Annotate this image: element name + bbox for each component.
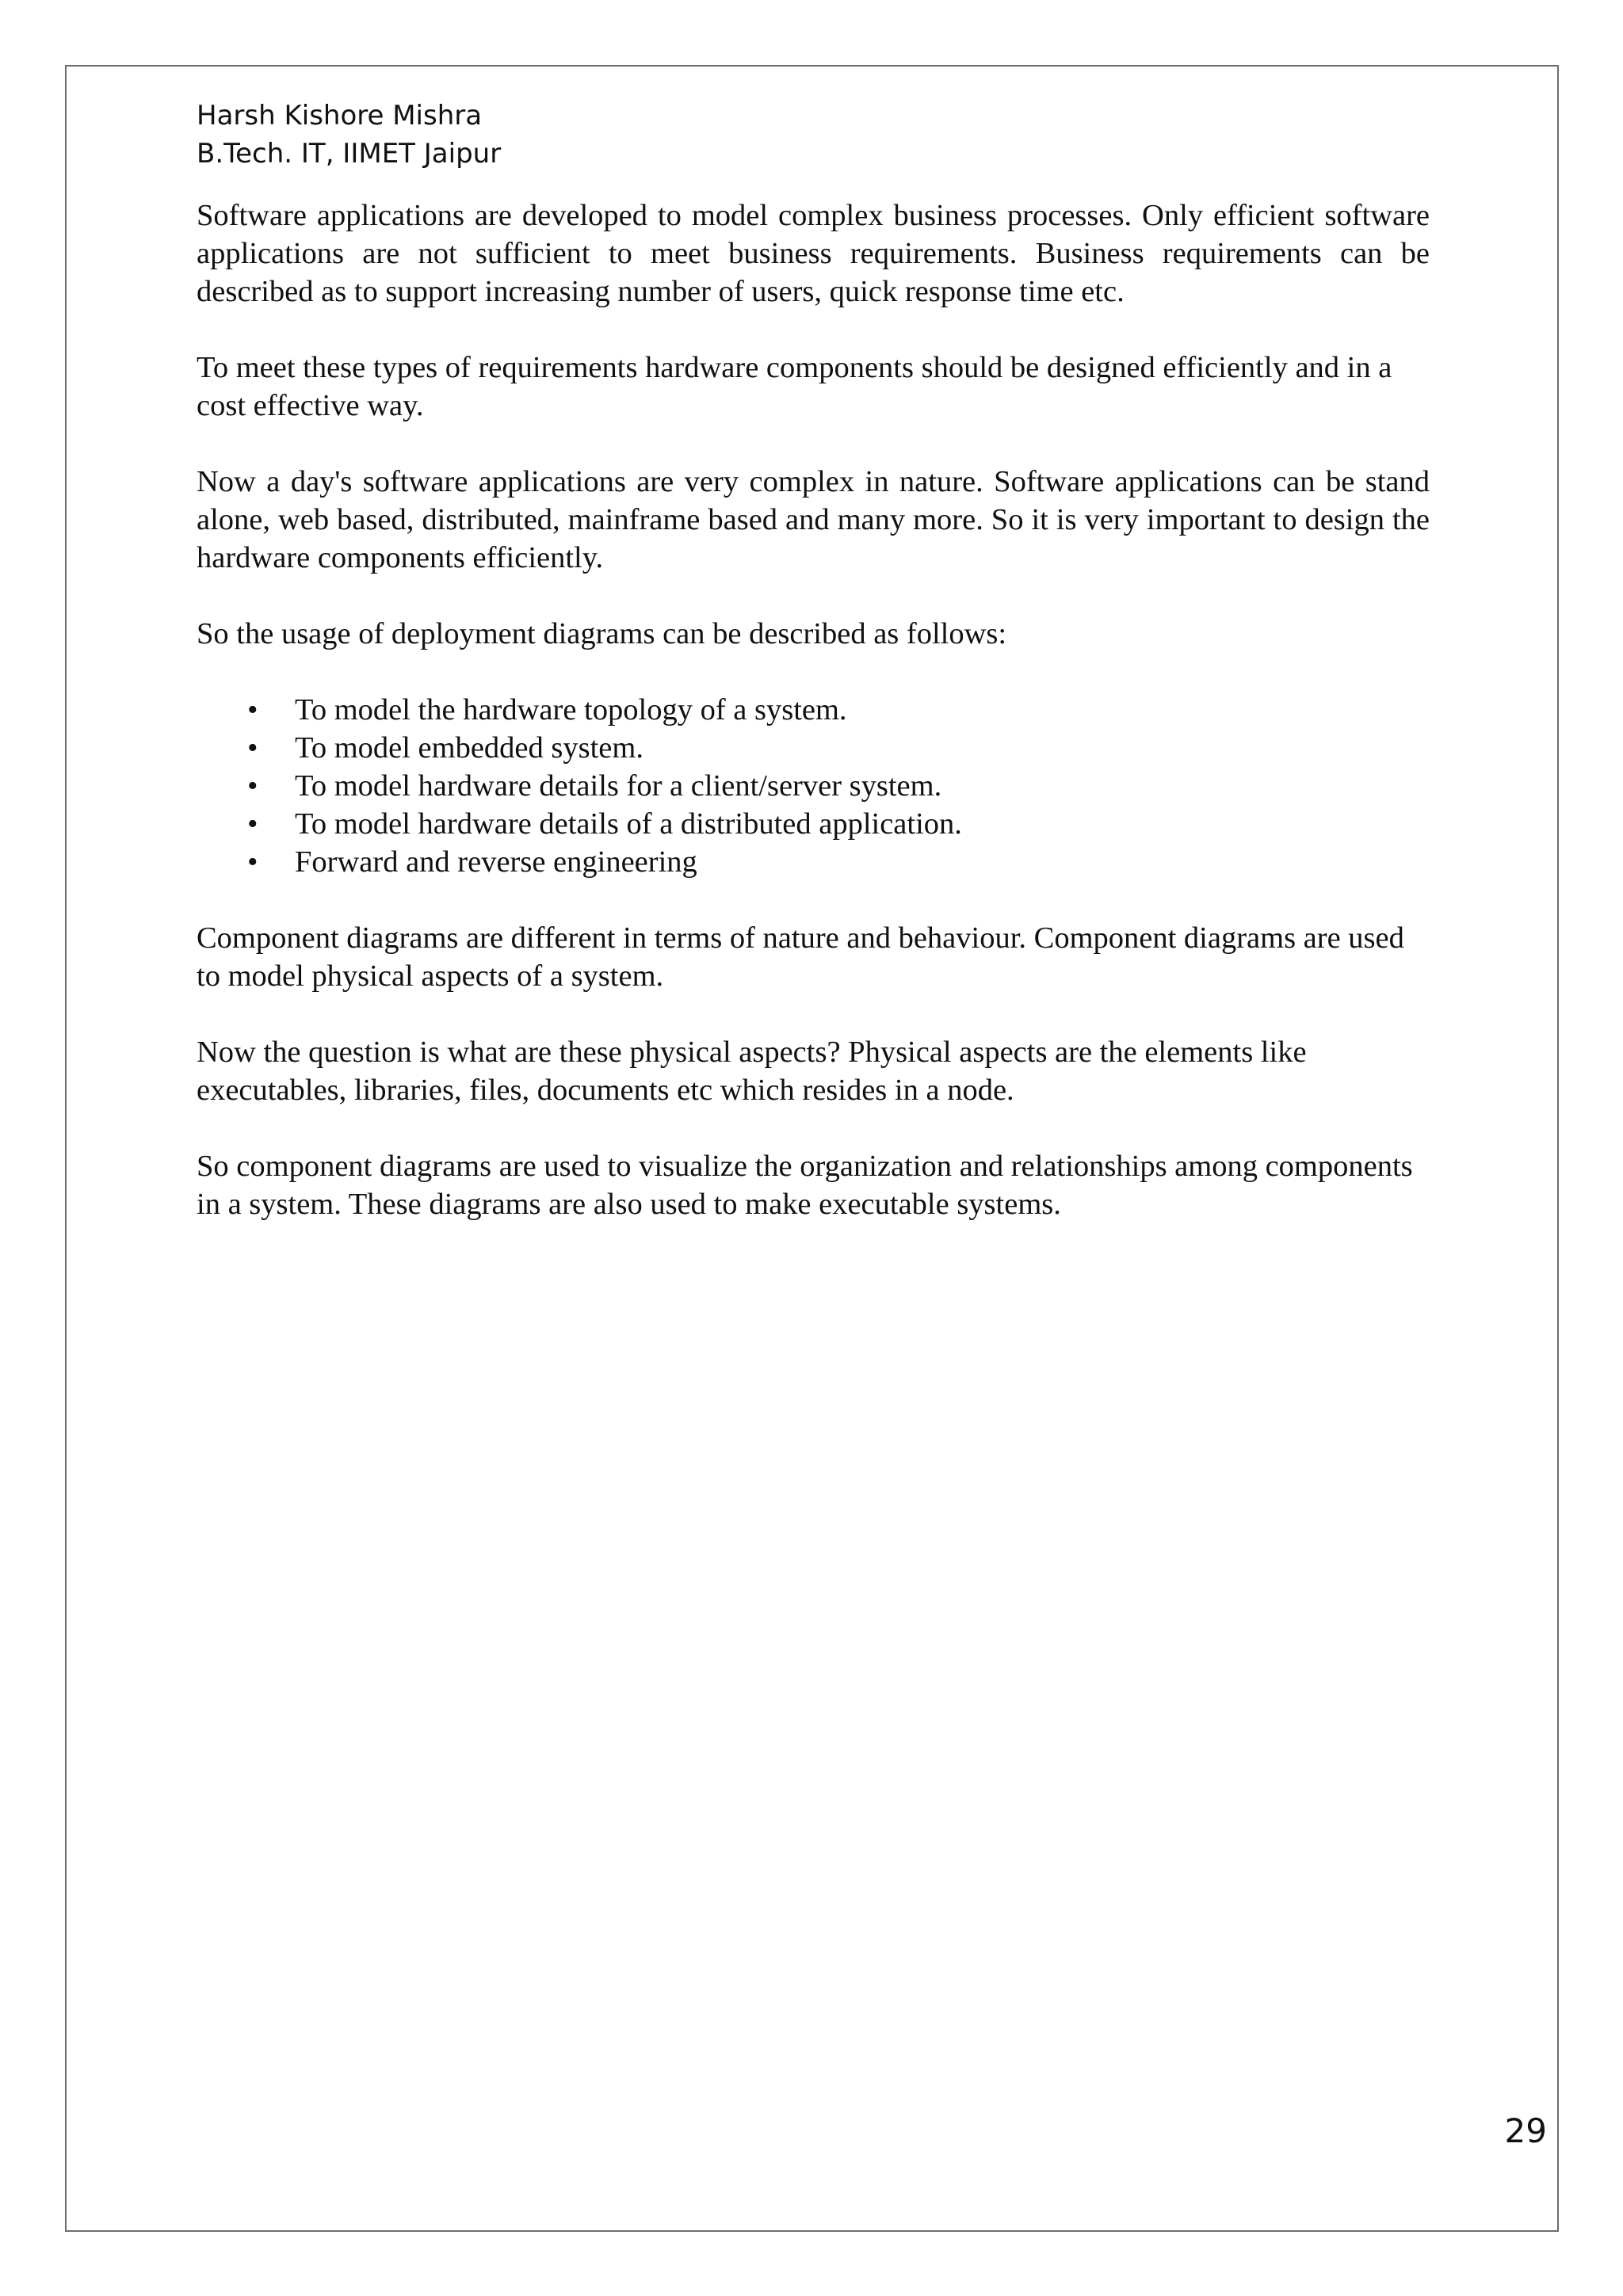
list-item-text: To model embedded system. xyxy=(295,731,643,765)
list-item xyxy=(197,691,1430,729)
list-item xyxy=(197,767,1430,805)
list-item-text: Forward and reverse engineering xyxy=(295,845,697,879)
list-item-text: To model hardware details of a distributed application. xyxy=(295,807,962,841)
paragraph-complexity: Now a day's software applications are very complex in nature. Software applications can be stand alone, web based, distributed, mainframe based and many more. So it is very important to design the hardware components efficiently. xyxy=(197,465,1430,574)
bullet-icon: • xyxy=(247,731,258,765)
paragraph-physical-aspects: Now the question is what are these physical aspects? Physical aspects are the elements like executables, libraries, files, documents etc which resides in a node. xyxy=(197,1035,1307,1107)
paragraph-requirements: To meet these types of requirements hardware components should be designed efficiently and in a cost effective way. xyxy=(197,351,1392,422)
bullet-icon: • xyxy=(247,807,258,841)
header-author: Harsh Kishore Mishra xyxy=(197,100,483,132)
list-item xyxy=(197,729,1430,767)
paragraph-visualize: So component diagrams are used to visualize the organization and relationships among components in a system. These diagrams are also used to make executable systems. xyxy=(197,1150,1413,1221)
paragraph-component-diagrams: Component diagrams are different in terms of nature and behaviour. Component diagrams are used to model physical aspects of a system. xyxy=(197,921,1404,993)
list-item-text: To model hardware details for a client/server system. xyxy=(295,769,942,803)
page-number: 29 xyxy=(1504,2111,1547,2150)
list-item-text: To model the hardware topology of a system. xyxy=(295,693,847,727)
bullet-icon: • xyxy=(247,769,258,803)
paragraph-usage-intro: So the usage of deployment diagrams can be described as follows: xyxy=(197,617,1007,650)
bullet-icon: • xyxy=(247,845,258,879)
list-item xyxy=(197,805,1430,843)
bullet-icon: • xyxy=(247,693,258,727)
list-item xyxy=(197,843,1430,881)
document-body xyxy=(197,196,1430,1261)
page-header xyxy=(197,97,501,173)
header-affiliation: B.Tech. IT, IIMET Jaipur xyxy=(197,138,502,170)
paragraph-business-processes: Software applications are developed to model complex business processes. Only efficient software applications are not sufficient to meet business requirements. Business requirements can be described as to support increasing number of users, quick response time etc. xyxy=(197,199,1430,308)
usage-bullet-list xyxy=(197,691,1430,881)
